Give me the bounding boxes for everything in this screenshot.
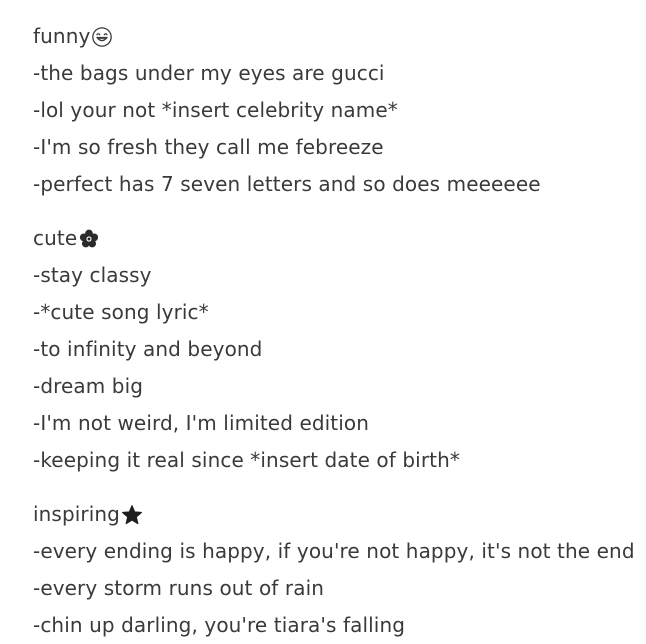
- section-heading-cute: [33, 220, 643, 257]
- list-item: -every storm runs out of rain: [33, 576, 324, 600]
- laughing-face-icon: [91, 26, 113, 48]
- list-item: -chin up darling, you're tiara's falling: [33, 613, 406, 637]
- section-funny: [33, 18, 643, 203]
- list-item: -the bags under my eyes are gucci: [33, 61, 385, 85]
- list-item: -dream big: [33, 374, 144, 398]
- list-item: -*cute song lyric*: [33, 300, 209, 324]
- section-title: cute: [33, 226, 78, 250]
- section-inspiring: [33, 496, 643, 644]
- list-item: -keeping it real since *insert date of birth*: [33, 448, 460, 472]
- section-heading-funny: [33, 18, 643, 55]
- list-item: -I'm not weird, I'm limited edition: [33, 411, 370, 435]
- flower-icon: [78, 228, 100, 250]
- list-item: -every ending is happy, if you're not happy, it's not the end: [33, 539, 635, 563]
- section-title: funny: [33, 24, 91, 48]
- list-item: -to infinity and beyond: [33, 337, 263, 361]
- section-title: inspiring: [33, 502, 120, 526]
- list-item: -I'm so fresh they call me febreeze: [33, 135, 384, 159]
- section-heading-inspiring: [33, 496, 643, 533]
- star-icon: [121, 504, 143, 526]
- section-cute: [33, 220, 643, 479]
- list-item: -perfect has 7 seven letters and so does meeeeee: [33, 172, 541, 196]
- list-item: -lol your not *insert celebrity name*: [33, 98, 398, 122]
- list-item: -stay classy: [33, 263, 152, 287]
- document-page: [33, 0, 643, 644]
